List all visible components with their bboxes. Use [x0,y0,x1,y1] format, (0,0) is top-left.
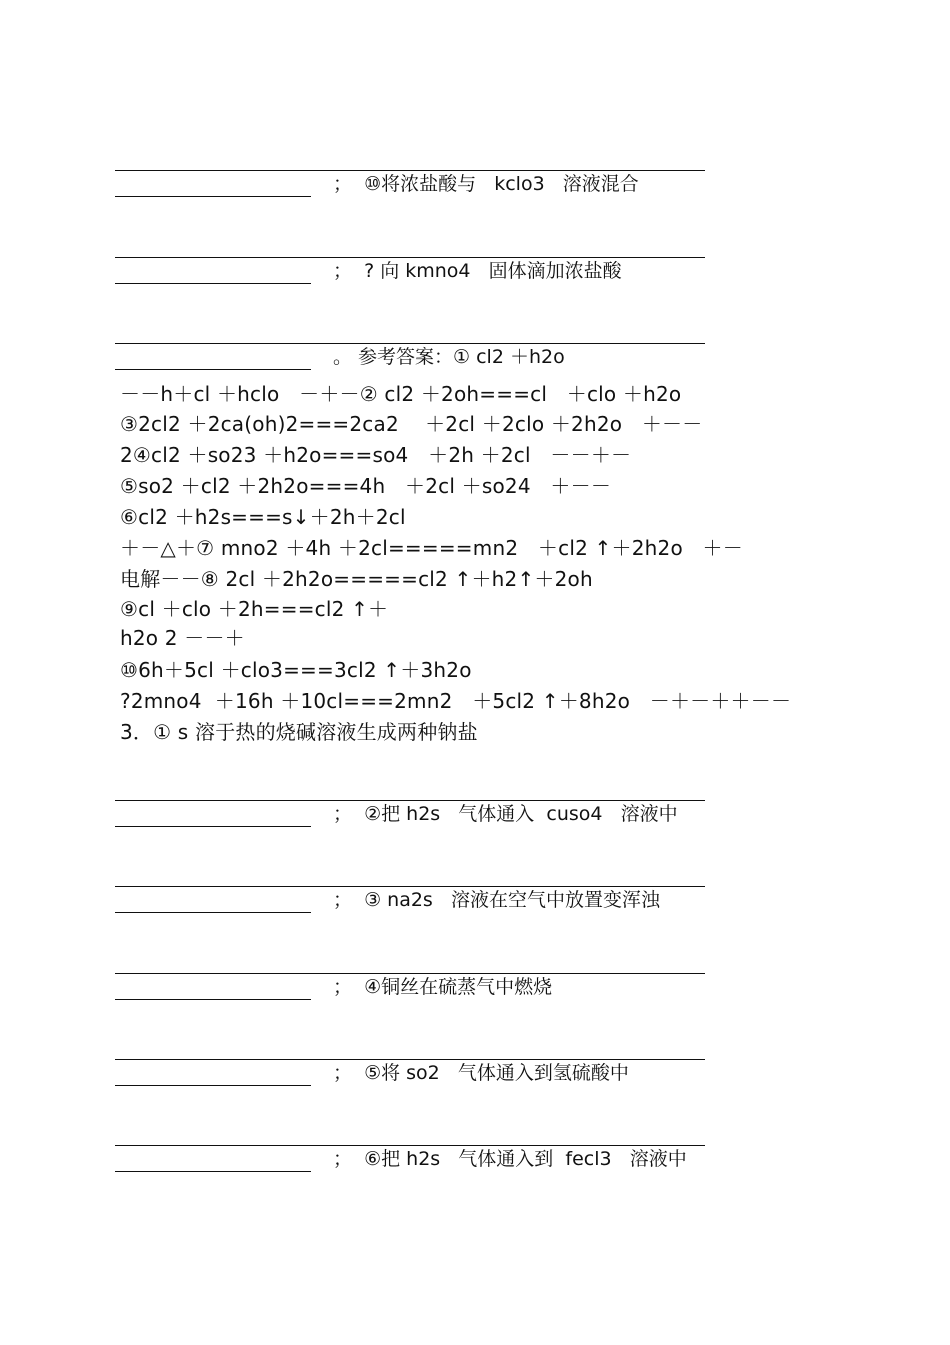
question-heading: 3．① s 溶于热的烧碱溶液生成两种钠盐 [120,720,478,744]
question-text: ； ? 向 kmno4 固体滴加浓盐酸 [333,260,622,282]
answer-line[interactable] [115,283,311,284]
answer-line-text: ③2cl2 ＋2ca(oh)2===2ca2 ＋2cl ＋2clo ＋2h2o ＋－－ [120,412,703,436]
fill-in-blank-7 [115,1059,755,1119]
question-text: ； ③ na2s 溶液在空气中放置变浑浊 [333,889,660,911]
fill-in-blank-1 [115,170,755,230]
answer-line-text: 2④cl2 ＋so23 ＋h2o===so4 ＋2h ＋2cl －－＋－ [120,443,632,467]
answer-heading-text: 。 参考答案：① cl2 ＋h2o [333,346,565,368]
answer-line-text: 电解－－⑧ 2cl ＋2h2o=====cl2 ↑＋h2↑＋2oh [120,567,593,591]
answer-line-text: ＋－△＋⑦ mno2 ＋4h ＋2cl=====mn2 ＋cl2 ↑＋2h2o ＋－ [120,536,743,560]
answer-line[interactable] [115,369,311,370]
question-text: ； ⑤将 so2 气体通入到氢硫酸中 [333,1062,629,1084]
question-text: ； ②把 h2s 气体通入 cuso4 溶液中 [333,803,678,825]
answer-line-text: ?2mno4 ＋16h ＋10cl===2mn2 ＋5cl2 ↑＋8h2o －＋－＋＋－－ [120,689,792,713]
answer-line-text: h2o 2 －－＋ [120,626,245,650]
answer-line[interactable] [115,886,705,887]
answer-line[interactable] [115,999,311,1000]
answer-line-text: ⑨cl ＋clo ＋2h===cl2 ↑＋ [120,597,389,621]
answer-line-text: ⑩6h＋5cl ＋clo3===3cl2 ↑＋3h2o [120,658,472,682]
fill-in-blank-4 [115,800,755,860]
fill-in-blank-2 [115,257,755,317]
answer-line[interactable] [115,257,705,258]
question-text: ； ④铜丝在硫蒸气中燃烧 [333,976,553,998]
answer-line[interactable] [115,1171,311,1172]
question-text: ； ⑥把 h2s 气体通入到 fecl3 溶液中 [333,1148,687,1170]
answer-line[interactable] [115,196,311,197]
answer-line[interactable] [115,973,705,974]
fill-in-blank-5 [115,886,755,946]
answer-line[interactable] [115,800,705,801]
answer-line[interactable] [115,826,311,827]
answer-line[interactable] [115,343,705,344]
question-text: ； ⑩将浓盐酸与 kclo3 溶液混合 [333,173,639,195]
answer-line[interactable] [115,170,705,171]
answer-line-text: ⑤so2 ＋cl2 ＋2h2o===4h ＋2cl ＋so24 ＋－－ [120,474,612,498]
answer-line[interactable] [115,1085,311,1086]
fill-in-blank-8 [115,1145,755,1205]
answer-line-text: ⑥cl2 ＋h2s===s↓＋2h＋2cl [120,505,406,529]
answer-line-text: －－h＋cl ＋hclo －＋－② cl2 ＋2oh===cl ＋clo ＋h2o [120,382,682,406]
answer-line[interactable] [115,1145,705,1146]
fill-in-blank-6 [115,973,755,1033]
answer-line[interactable] [115,912,311,913]
answer-line[interactable] [115,1059,705,1060]
